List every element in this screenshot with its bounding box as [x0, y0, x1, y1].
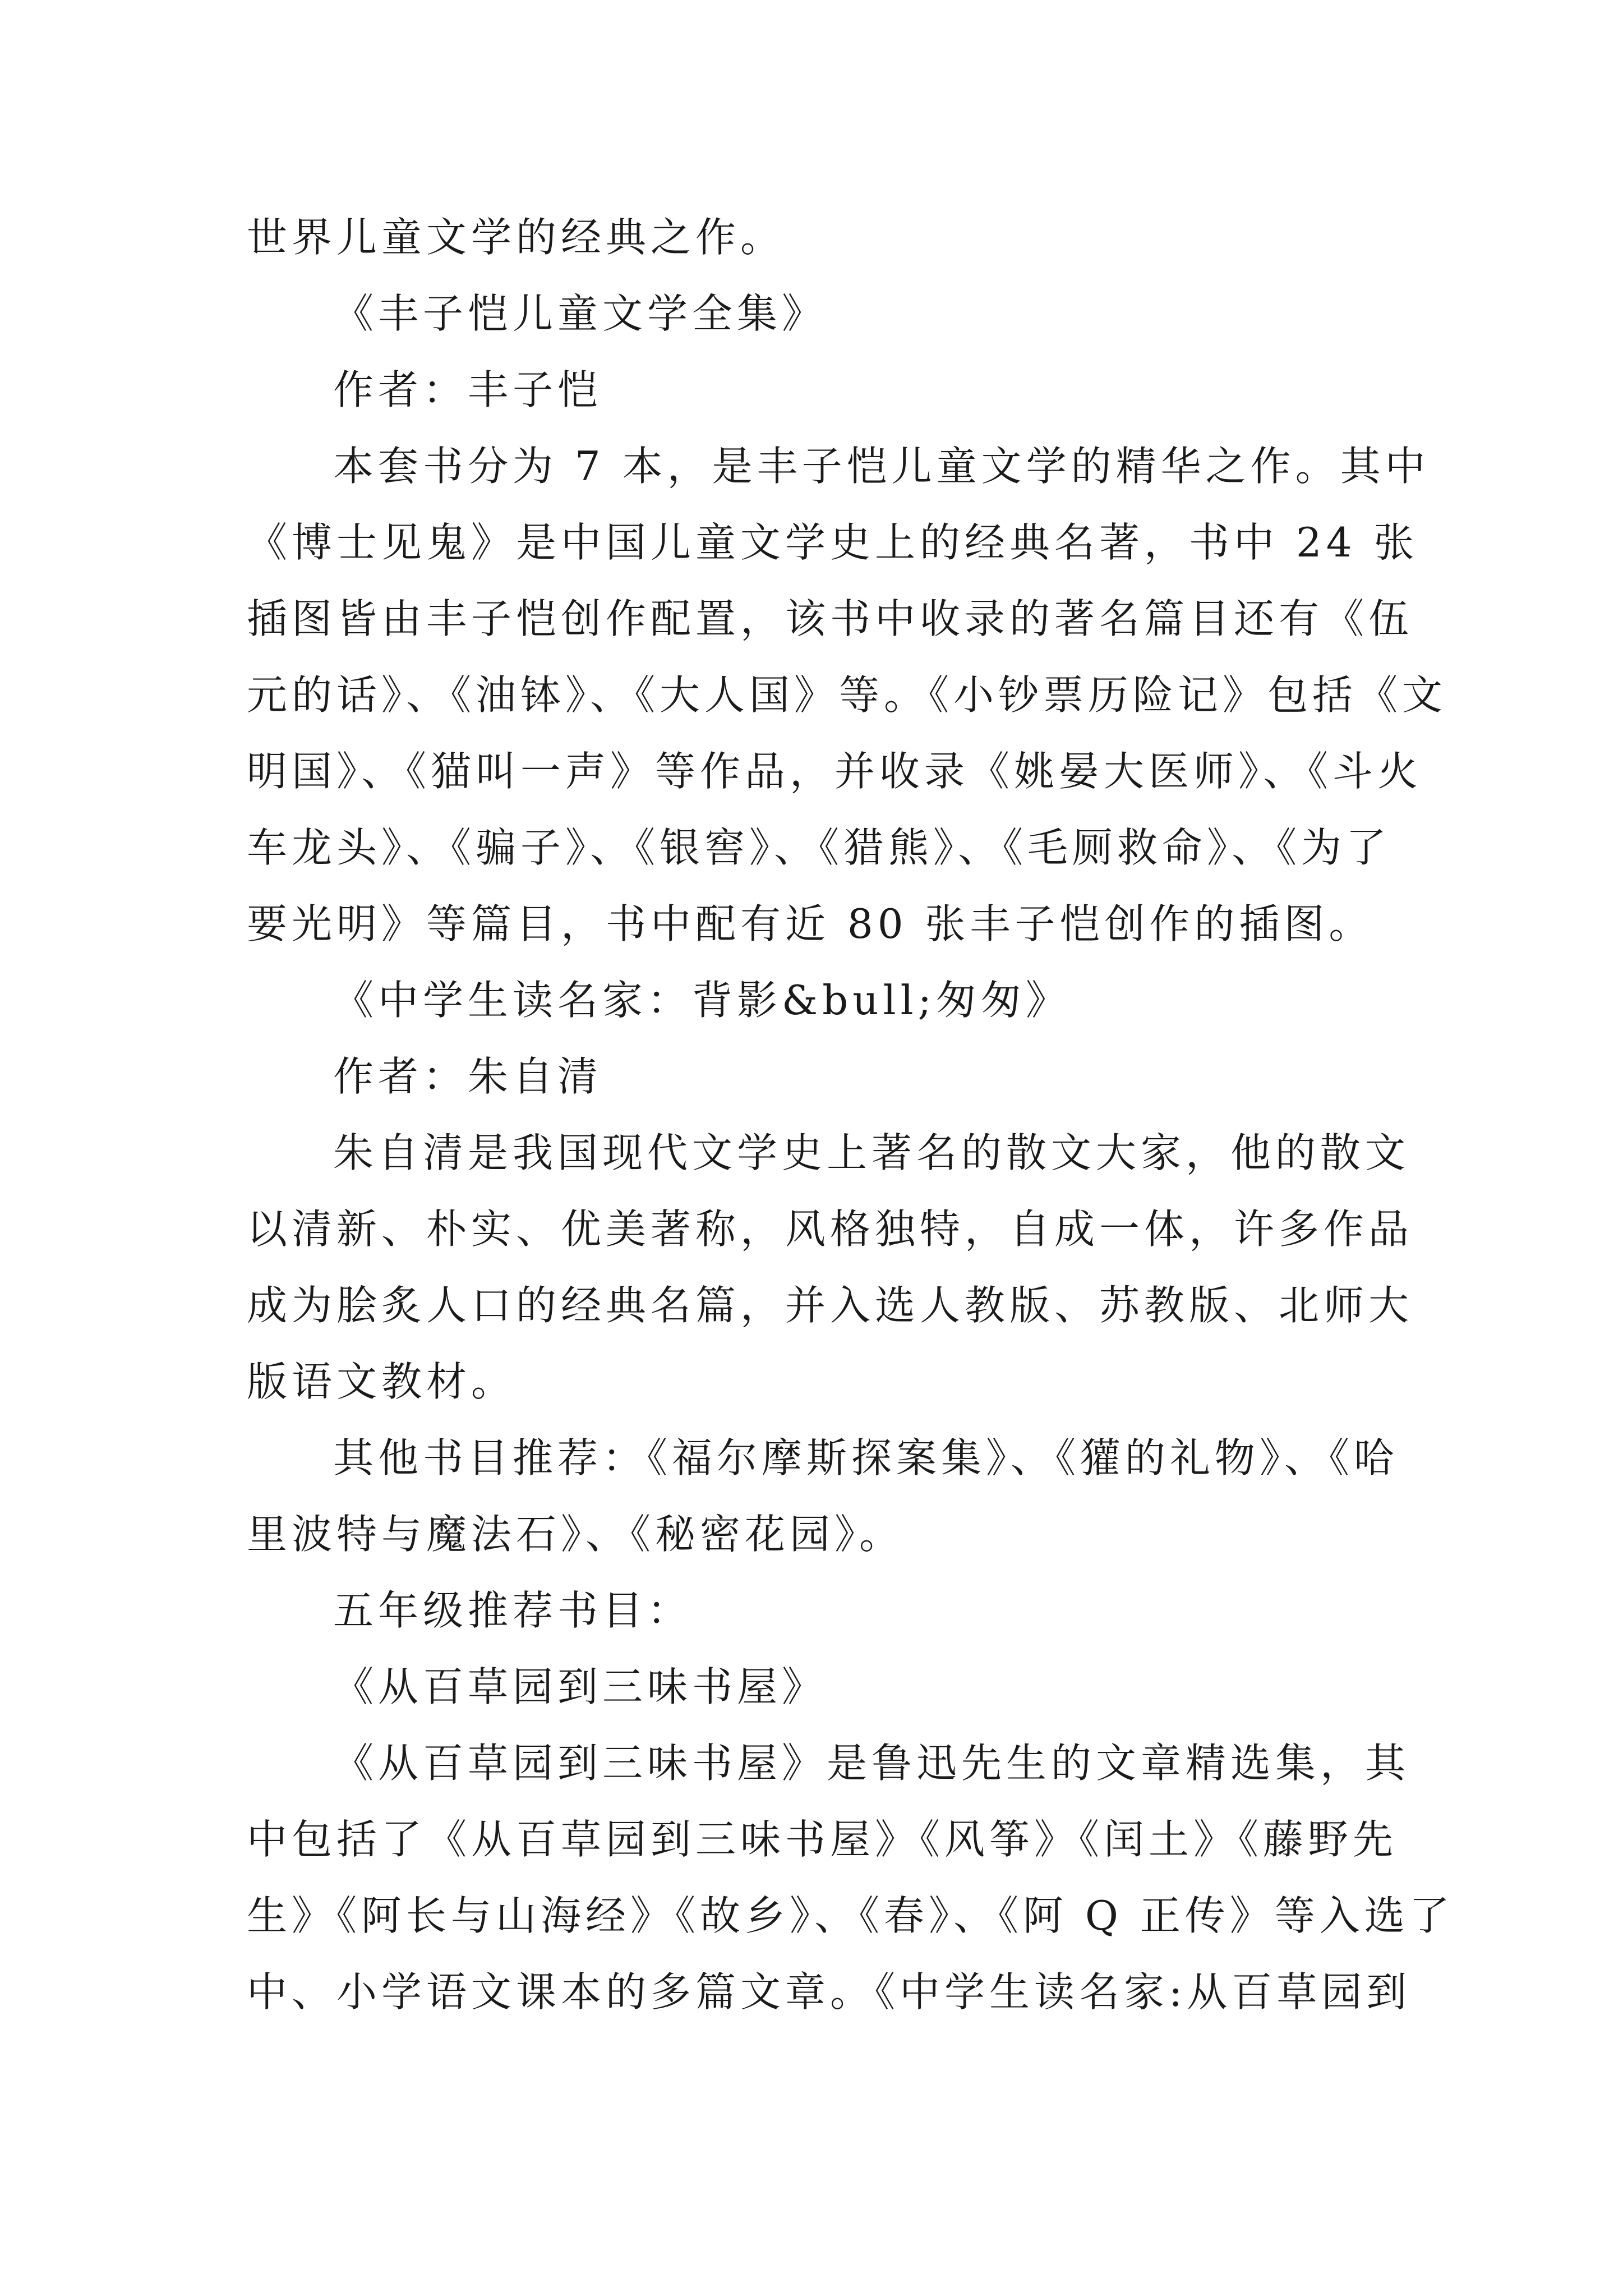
- document-page: [247, 199, 1454, 2030]
- text-line: 《丰子恺儿童文学全集》: [333, 290, 827, 337]
- text-line: 里波特与魔法石》、《秘密花园》。: [247, 1511, 905, 1558]
- text-line: 中、小学语文课本的多篇文章。《中学生读名家:从百草园到: [247, 1968, 1412, 2016]
- text-line: 要光明》等篇目，书中配有近 80 张丰子恺创作的插图。: [247, 900, 1374, 947]
- text-line: 元的话》、《油钵》、《大人国》等。《小钞票历险记》包括《文: [247, 671, 1447, 719]
- text-line: 车龙头》、《骗子》、《银窖》、《猎熊》、《毛厕救命》、《为了: [247, 824, 1391, 871]
- text-line: 五年级推荐书目：: [333, 1587, 693, 1634]
- text-line: 以清新、朴实、优美著称，风格独特，自成一体，许多作品: [247, 1205, 1414, 1253]
- text-line: 插图皆由丰子恺创作配置，该书中收录的著名篇目还有《伍: [247, 595, 1414, 642]
- text-line: 版语文教材。: [247, 1358, 517, 1405]
- text-line: 成为脍炙人口的经典名篇，并入选人教版、苏教版、北师大: [247, 1282, 1414, 1329]
- text-line: 明国》、《猫叫一声》等作品，并收录《姚晏大医师》、《斗火: [247, 748, 1423, 795]
- text-line: 作者：朱自清: [333, 1053, 603, 1100]
- text-line: 《中学生读名家：背影&bull;匆匆》: [333, 977, 1071, 1024]
- text-line: 《从百草园到三味书屋》: [333, 1663, 827, 1710]
- text-line: 《从百草园到三味书屋》是鲁迅先生的文章精选集，其: [333, 1740, 1410, 1787]
- text-line: 本套书分为 7 本，是丰子恺儿童文学的精华之作。其中: [333, 443, 1430, 490]
- text-line: 世界儿童文学的经典之作。: [247, 214, 786, 261]
- text-line: 生》《阿长与山海经》《故乡》、《春》、《阿 Q 正传》等入选了: [247, 1892, 1454, 1939]
- text-line: 其他书目推荐：《福尔摩斯探案集》、《獾的礼物》、《哈: [333, 1434, 1399, 1481]
- text-line: 朱自清是我国现代文学史上著名的散文大家，他的散文: [333, 1129, 1410, 1176]
- text-line: 《博士见鬼》是中国儿童文学史上的经典名著，书中 24 张: [247, 519, 1419, 566]
- text-line: 作者：丰子恺: [333, 366, 603, 413]
- text-line: 中包括了《从百草园到三味书屋》《风筝》《闰土》《藤野先: [247, 1816, 1398, 1863]
